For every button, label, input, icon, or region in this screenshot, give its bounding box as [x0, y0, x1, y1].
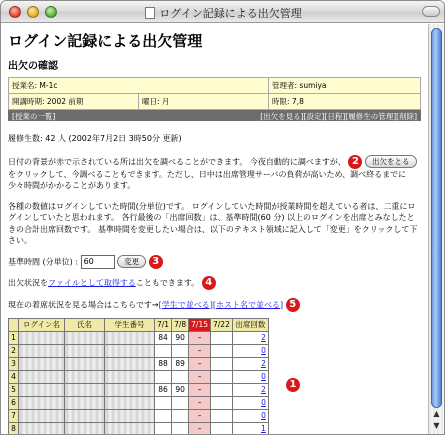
term-cell: 開講時期: 2002 前期	[9, 94, 139, 110]
nav-course-list-link[interactable]: [授業の一覧]	[12, 112, 56, 121]
attendance-count-cell[interactable]: 2	[232, 357, 268, 370]
cell-7-22	[211, 409, 233, 422]
cell-7-8	[172, 422, 189, 435]
cell-7-15: –	[189, 383, 211, 396]
row-index: 1	[9, 331, 19, 344]
subject-cell: 授業名: M-1c	[9, 78, 269, 94]
login-name-cell	[19, 357, 65, 370]
header-attendance-count: 出席回数	[232, 318, 268, 331]
cell-7-22	[211, 422, 233, 435]
cell-7-8	[172, 370, 189, 383]
cell-7-1	[155, 409, 172, 422]
manager-cell: 管理者: sumiya	[269, 78, 421, 94]
cell-7-15: –	[189, 409, 211, 422]
row-index: 2	[9, 344, 19, 357]
cell-7-1	[155, 422, 172, 435]
table-row	[9, 370, 269, 383]
file-line-suffix: こともできます。	[135, 278, 200, 287]
cell-7-15: –	[189, 344, 211, 357]
file-download-line	[8, 276, 422, 290]
take-attendance-button[interactable]: 出欠をとる	[365, 155, 417, 168]
cell-7-22	[211, 344, 233, 357]
scrollbar-thumb[interactable]	[431, 28, 442, 408]
cell-7-1	[155, 396, 172, 409]
row-index: 3	[9, 357, 19, 370]
cell-7-15: –	[189, 331, 211, 344]
nav-delete-link[interactable]: [削除]	[396, 112, 417, 121]
table-row	[9, 396, 269, 409]
enrollment-summary: 履修生数: 42 人 (2002年7月2日 3時50分 更新)	[8, 134, 182, 143]
cell-7-8	[172, 396, 189, 409]
cell-7-1	[155, 344, 172, 357]
vertical-scrollbar[interactable]	[428, 24, 444, 435]
row-index: 5	[9, 383, 19, 396]
seating-status-line	[8, 298, 422, 312]
base-time-row	[8, 255, 422, 269]
toolbar-toggle-button[interactable]	[422, 6, 440, 17]
cell-7-15: –	[189, 422, 211, 435]
table-header-row	[9, 318, 269, 331]
cell-7-1: 86	[155, 383, 172, 396]
cell-7-22	[211, 331, 233, 344]
login-name-cell	[19, 370, 65, 383]
cell-7-22	[211, 370, 233, 383]
cell-7-8	[172, 409, 189, 422]
student-id-cell	[105, 370, 155, 383]
student-name-cell	[65, 357, 105, 370]
header-date-7-1: 7/1	[155, 318, 172, 331]
header-name: 氏名	[65, 318, 105, 331]
callout-badge-3: 3	[149, 255, 163, 269]
callout-badge-4: 4	[202, 276, 216, 290]
nav-students-link[interactable]: [履修生の管理]	[345, 112, 397, 121]
cell-7-15: –	[189, 396, 211, 409]
table-row	[9, 331, 269, 344]
attendance-table	[8, 318, 269, 435]
attendance-count-cell[interactable]: 0	[232, 344, 268, 357]
student-id-cell	[105, 383, 155, 396]
table-row	[9, 357, 269, 370]
download-file-link[interactable]: ファイルとして取得する	[48, 278, 136, 287]
login-name-cell	[19, 422, 65, 435]
login-name-cell	[19, 331, 65, 344]
student-id-cell	[105, 344, 155, 357]
attendance-count-cell[interactable]: 0	[232, 409, 268, 422]
cell-7-8: 90	[172, 383, 189, 396]
cell-7-22	[211, 396, 233, 409]
attendance-count-cell[interactable]: 0	[232, 396, 268, 409]
paragraph1-before: 日付の背景が赤で示されている所は出欠を調べることができます。 今夜自動的に調べますが、	[8, 157, 346, 166]
cell-7-8: 90	[172, 331, 189, 344]
cell-7-8	[172, 344, 189, 357]
table-row	[9, 344, 269, 357]
cell-7-22	[211, 357, 233, 370]
student-name-cell	[65, 383, 105, 396]
student-id-cell	[105, 357, 155, 370]
table-row	[9, 422, 269, 435]
file-line-prefix: 出欠状況を	[8, 278, 48, 287]
page-content	[1, 24, 428, 435]
cell-7-15: –	[189, 370, 211, 383]
cell-7-1	[155, 370, 172, 383]
table-row	[9, 409, 269, 422]
student-id-cell	[105, 331, 155, 344]
callout-badge-2: 2	[348, 155, 362, 169]
page-title: ログイン記録による出欠管理	[8, 32, 203, 50]
table-row	[9, 383, 269, 396]
change-button[interactable]: 変更	[117, 255, 146, 268]
sort-by-host-link[interactable]: [ホスト名で並べる]	[212, 300, 284, 309]
scroll-up-arrow-icon[interactable]: ▲	[433, 409, 440, 418]
cell-7-8: 89	[172, 357, 189, 370]
student-id-cell	[105, 409, 155, 422]
base-time-label: 基準時間 (分単位) :	[8, 257, 79, 266]
course-info-table	[8, 77, 421, 110]
window-title	[1, 5, 445, 21]
weekday-cell: 曜日: 月	[139, 94, 269, 110]
student-name-cell	[65, 344, 105, 357]
login-name-cell	[19, 396, 65, 409]
header-index	[9, 318, 19, 331]
sort-by-student-link[interactable]: [学生で並べる]	[158, 300, 213, 309]
title-bar	[1, 1, 445, 23]
section-title: 出欠の確認	[8, 61, 58, 72]
cell-7-22	[211, 383, 233, 396]
check-attendance-paragraph	[8, 155, 422, 192]
row-index: 7	[9, 409, 19, 422]
period-cell: 時限: 7,8	[269, 94, 421, 110]
nav-links	[260, 111, 417, 122]
callout-badge-5: 5	[286, 298, 300, 312]
nav-schedule-link[interactable]: [日程]	[324, 112, 346, 121]
attendance-count-cell[interactable]: 2	[232, 383, 268, 396]
student-name-cell	[65, 422, 105, 435]
row-index: 8	[9, 422, 19, 435]
login-name-cell	[19, 409, 65, 422]
row-index: 4	[9, 370, 19, 383]
cell-7-1: 84	[155, 331, 172, 344]
base-time-paragraph: 各種の数値はログインしていた時間(分単位)です。 ログインしていた時間が授業時間を超えている者は、二重にログインしていたと思われます。 各行最後の「出席回数」は、基準時間(60 分) 以上のログインを出席とみなしたときの合計出席回数です。 基準時間を変更したい場合は、以下のテキスト領域に記入して「変更」をクリックして下さい。	[8, 201, 418, 245]
header-date-7-15: 7/15	[189, 318, 211, 331]
cell-7-15: –	[189, 357, 211, 370]
attendance-count-cell[interactable]: 1	[232, 422, 268, 435]
cell-7-1: 88	[155, 357, 172, 370]
scroll-down-arrow-icon[interactable]: ▼	[433, 421, 440, 430]
student-id-cell	[105, 422, 155, 435]
nav-bar	[8, 110, 421, 121]
attendance-table-wrap	[8, 318, 422, 435]
nav-settings-link[interactable]: [設定]	[303, 112, 325, 121]
callout-badge-1: 1	[286, 378, 300, 392]
login-name-cell	[19, 344, 65, 357]
student-name-cell	[65, 396, 105, 409]
header-student-id: 学生番号	[105, 318, 155, 331]
roster-line-prefix: 現在の着席状況を見る場合はこちらです→	[8, 300, 159, 309]
document-icon	[145, 7, 155, 19]
base-time-input[interactable]: 60	[81, 255, 115, 269]
paragraph1-after: をクリックして、今調べることもできます。ただし、日中は出席管理サーバの負荷が高いため、調べ終るまでに少々時間がかかることがあります。	[8, 169, 407, 190]
login-name-cell	[19, 383, 65, 396]
header-date-7-8: 7/8	[172, 318, 189, 331]
header-date-7-22: 7/22	[211, 318, 233, 331]
attendance-count-cell[interactable]: 0	[232, 370, 268, 383]
row-index: 6	[9, 396, 19, 409]
window-title-text: ログイン記録による出欠管理	[159, 7, 302, 20]
student-name-cell	[65, 370, 105, 383]
student-name-cell	[65, 331, 105, 344]
header-login: ログイン名	[19, 318, 65, 331]
student-id-cell	[105, 396, 155, 409]
student-name-cell	[65, 409, 105, 422]
nav-attendance-link[interactable]: [出欠を見る]	[260, 112, 304, 121]
attendance-count-cell[interactable]: 2	[232, 331, 268, 344]
